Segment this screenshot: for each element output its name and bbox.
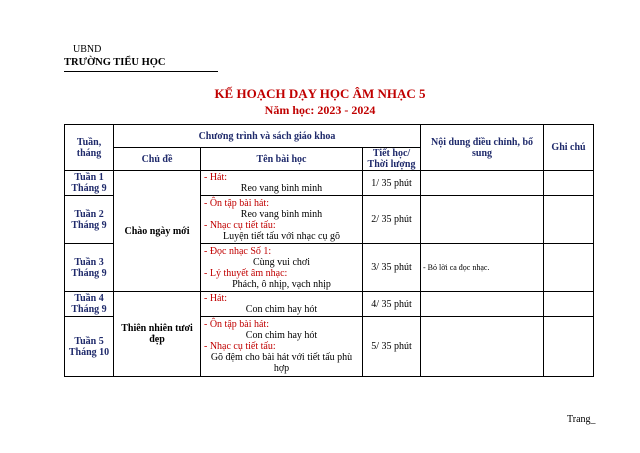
- header-note: Ghi chú: [544, 125, 594, 171]
- periods-cell: 3/ 35 phút: [363, 244, 421, 292]
- header-lesson: Tên bài học: [201, 148, 363, 171]
- week-cell: Tuần 2 Tháng 9: [65, 196, 114, 244]
- periods-cell: 5/ 35 phút: [363, 317, 421, 377]
- week-cell: Tuần 4 Tháng 9: [65, 292, 114, 317]
- periods-cell: 4/ 35 phút: [363, 292, 421, 317]
- lesson-cell: - Ôn tập bài hát: Con chim hay hót - Nhạc cụ tiết tấu: Gõ đệm cho bài hát với tiết tấu phù hợp: [201, 317, 363, 377]
- header-topic: Chủ đề: [114, 148, 201, 171]
- header-program: Chương trình và sách giáo khoa: [114, 125, 421, 148]
- note-cell: [544, 171, 594, 196]
- note-cell: [544, 292, 594, 317]
- adjust-cell: [421, 317, 544, 377]
- week-cell: Tuần 5 Tháng 10: [65, 317, 114, 377]
- table-row: [65, 171, 594, 196]
- note-cell: [544, 196, 594, 244]
- adjust-cell: [421, 171, 544, 196]
- note-cell: [544, 244, 594, 292]
- topic-cell: Chào ngày mới: [114, 171, 201, 292]
- note-cell: [544, 317, 594, 377]
- school-name: TRƯỜNG TIỂU HỌC: [64, 57, 166, 68]
- periods-cell: 1/ 35 phút: [363, 171, 421, 196]
- header-underline: [64, 71, 218, 72]
- header-week: Tuần, tháng: [65, 125, 114, 171]
- lesson-cell: - Hát: Reo vang bình minh: [201, 171, 363, 196]
- week-cell: Tuần 3 Tháng 9: [65, 244, 114, 292]
- lesson-cell: - Hát: Con chim hay hót: [201, 292, 363, 317]
- topic-cell: Thiên nhiên tươi đẹp: [114, 292, 201, 377]
- periods-cell: 2/ 35 phút: [363, 196, 421, 244]
- org-name: UBND: [73, 44, 102, 55]
- page-subtitle: Năm học: 2023 - 2024: [264, 103, 376, 117]
- adjust-cell: - Bỏ lời ca đọc nhạc.: [421, 244, 544, 292]
- lesson-cell: - Ôn tập bài hát: Reo vang bình minh - Nhạc cụ tiết tấu: Luyện tiết tấu với nhạc cụ gõ: [201, 196, 363, 244]
- header-periods: Tiết học/ Thời lượng: [363, 148, 421, 171]
- adjust-cell: [421, 292, 544, 317]
- table-row: [65, 292, 594, 317]
- page-footer: Trang_: [567, 414, 596, 425]
- week-cell: Tuần 1 Tháng 9: [65, 171, 114, 196]
- adjust-cell: [421, 196, 544, 244]
- lesson-cell: - Đọc nhạc Số 1: Cùng vui chơi - Lý thuyết âm nhạc: Phách, ô nhịp, vạch nhịp: [201, 244, 363, 292]
- plan-table: [64, 124, 594, 377]
- header-adjust: Nội dung điều chỉnh, bổ sung: [421, 125, 544, 171]
- page-title: KẾ HOẠCH DẠY HỌC ÂM NHẠC 5: [214, 86, 426, 101]
